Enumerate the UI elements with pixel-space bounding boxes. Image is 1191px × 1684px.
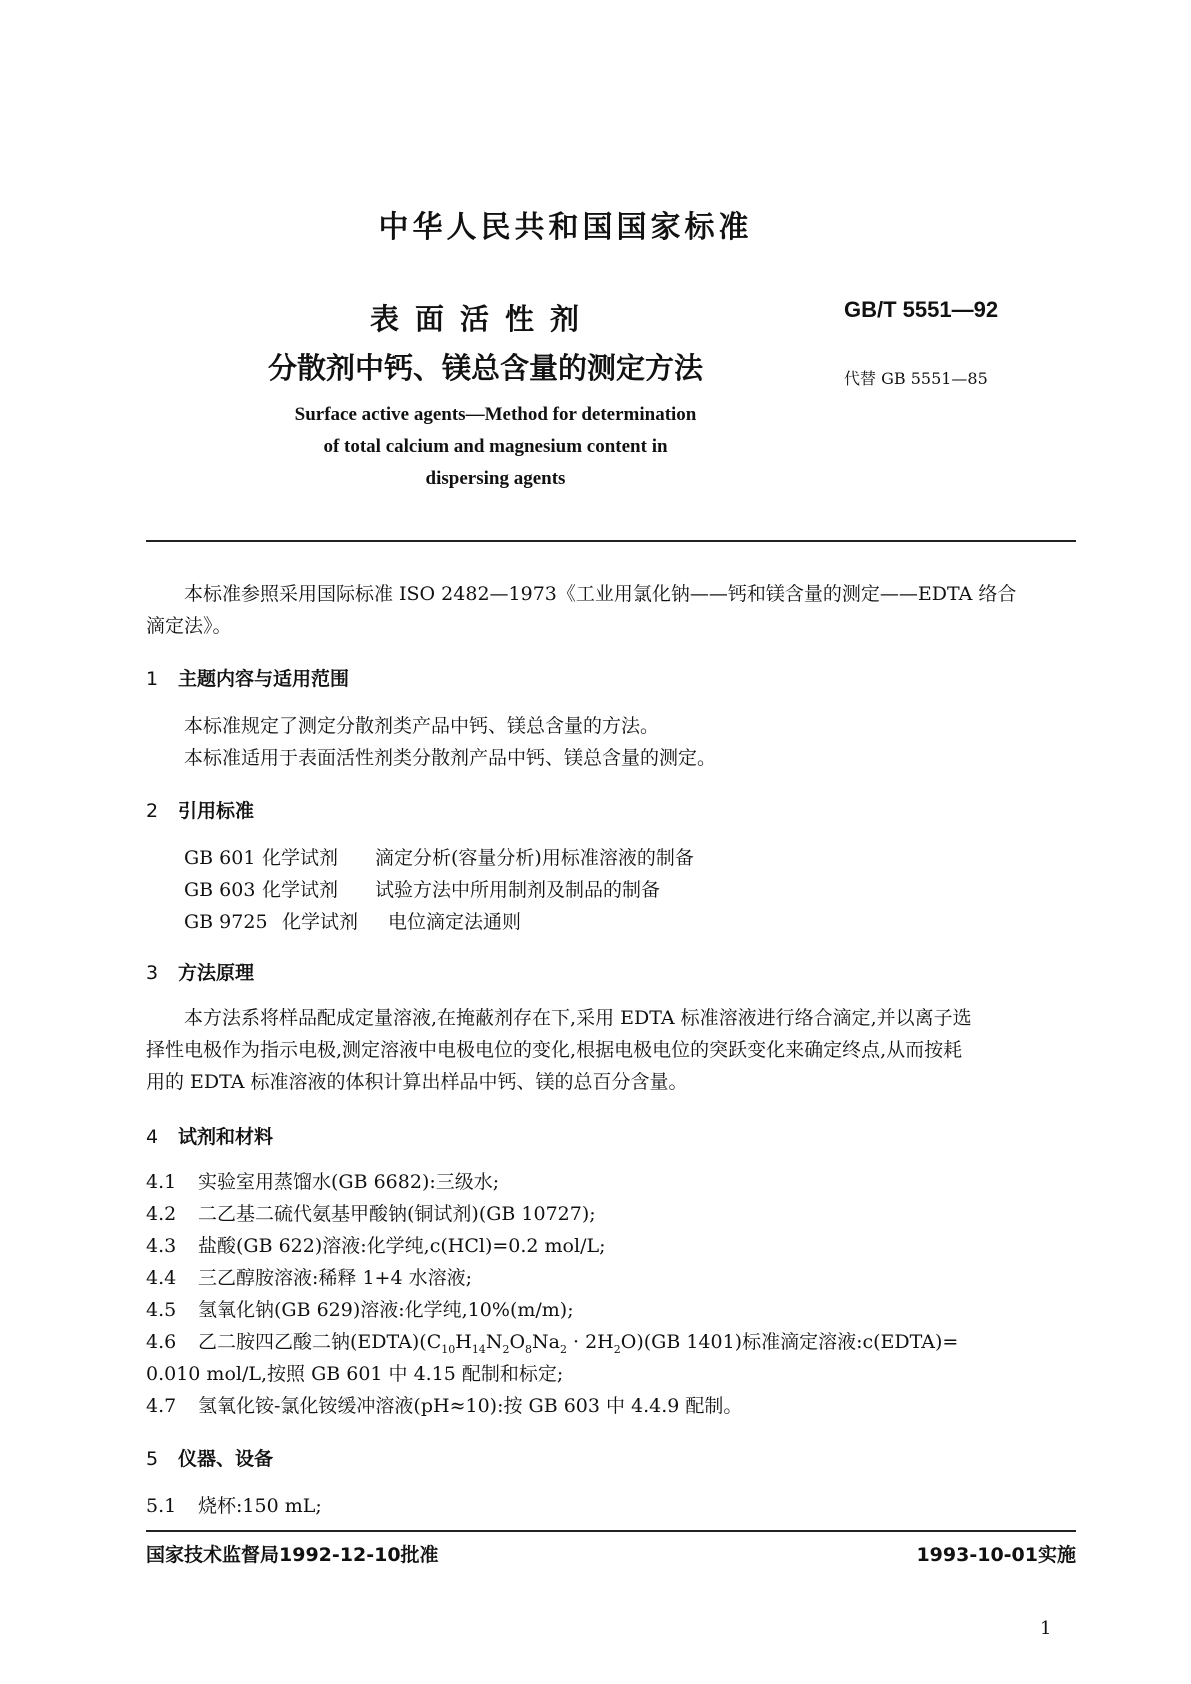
section-3-line-2: 择性电极作为指示电极,测定溶液中电极电位的变化,根据电极电位的突跃变化来确定终点,从而按耗	[146, 1039, 963, 1061]
section-2-heading	[146, 796, 254, 823]
reagent-item	[146, 1262, 472, 1294]
title-line-2: 分散剂中钙、镁总含量的测定方法	[268, 351, 704, 385]
item-text: 烧杯:150 mL;	[198, 1495, 322, 1517]
page-number: 1	[1040, 1618, 1052, 1639]
reference-title: 滴定分析(容量分析)用标准溶液的制备	[375, 847, 694, 869]
intro-line-2: 滴定法》。	[146, 615, 232, 637]
section-4-heading	[146, 1122, 273, 1149]
formula-part: · 2H	[566, 1331, 614, 1353]
item-text: 二乙基二硫代氨基甲酸钠(铜试剂)(GB 10727);	[198, 1203, 596, 1225]
item-number: 4.1	[146, 1171, 177, 1193]
english-title-line-2: of total calcium and magnesium content in	[323, 436, 668, 457]
english-title-line-3: dispersing agents	[425, 468, 566, 489]
reference-code: GB 601	[184, 847, 256, 869]
section-1-heading	[146, 664, 349, 691]
reagent-item	[146, 1230, 606, 1262]
intro-line-1: 本标准参照采用国际标准 ISO 2482—1973《工业用氯化钠——钙和镁含量的测定——EDTA 络合	[184, 583, 1017, 605]
reference-code: GB 9725	[184, 911, 268, 933]
section-3-heading	[146, 958, 254, 985]
approval-date: 国家技术监督局1992-12-10批准	[146, 1544, 439, 1566]
replaces-note: 代替 GB 5551—85	[844, 369, 988, 388]
header-divider	[146, 540, 1076, 542]
item-text: 三乙醇胺溶液:稀释 1+4 水溶液;	[198, 1267, 472, 1289]
footer-divider	[146, 1530, 1076, 1532]
reference-category: 化学试剂	[262, 879, 339, 901]
section-number: 4	[146, 1126, 159, 1148]
formula-part: N	[485, 1331, 503, 1353]
item-number: 4.7	[146, 1395, 177, 1417]
subscript: 2	[559, 1342, 567, 1356]
reagent-item	[146, 1294, 574, 1326]
section-title: 主题内容与适用范围	[178, 668, 350, 690]
item-text: 盐酸(GB 622)溶液:化学纯,c(HCl)=0.2 mol/L;	[198, 1235, 606, 1257]
reference-row	[184, 842, 694, 874]
item-number: 4.3	[146, 1235, 177, 1257]
reagent-item-edta-line-2: 0.010 mol/L,按照 GB 601 中 4.15 配制和标定;	[146, 1363, 564, 1385]
implementation-date: 1993-10-01实施	[916, 1544, 1076, 1566]
item-number: 5.1	[146, 1495, 177, 1517]
section-number: 5	[146, 1448, 159, 1470]
section-1-paragraph-2: 本标准适用于表面活性剂类分散剂产品中钙、镁总含量的测定。	[184, 747, 717, 769]
section-title: 仪器、设备	[178, 1448, 274, 1470]
reagent-item	[146, 1166, 499, 1198]
section-3-line-1: 本方法系将样品配成定量溶液,在掩蔽剂存在下,采用 EDTA 标准溶液进行络合滴定,并以离子选	[184, 1007, 972, 1029]
reference-title: 电位滴定法通则	[388, 911, 522, 933]
item-text-continued: O)(GB 1401)标准滴定溶液:c(EDTA)=	[620, 1331, 959, 1353]
standard-code: GB/T 5551—92	[844, 297, 999, 322]
reference-title: 试验方法中所用制剂及制品的制备	[375, 879, 661, 901]
section-number: 1	[146, 668, 159, 690]
title-line-1: 表面活性剂	[370, 302, 596, 336]
item-text: 氢氧化铵-氯化铵缓冲溶液(pH≈10):按 GB 603 中 4.4.9 配制。	[198, 1395, 743, 1417]
section-number: 3	[146, 962, 159, 984]
formula-part: H	[455, 1331, 472, 1353]
formula-part: O	[509, 1331, 526, 1353]
english-title-line-1: Surface active agents—Method for determination	[294, 404, 697, 425]
item-number: 4.5	[146, 1299, 177, 1321]
reference-row	[184, 874, 660, 906]
item-number: 4.6	[146, 1331, 177, 1353]
section-title: 引用标准	[178, 800, 255, 822]
subscript: 2	[502, 1342, 510, 1356]
section-title: 试剂和材料	[178, 1126, 274, 1148]
reagent-item	[146, 1198, 596, 1230]
section-title: 方法原理	[178, 962, 255, 984]
national-standard-heading: 中华人民共和国国家标准	[378, 210, 753, 245]
subscript: 2	[613, 1342, 621, 1356]
section-5-heading	[146, 1444, 273, 1471]
section-number: 2	[146, 800, 159, 822]
subscript: 14	[471, 1342, 486, 1356]
item-text: 氢氧化钠(GB 629)溶液:化学纯,10%(m/m);	[198, 1299, 574, 1321]
subscript: 10	[441, 1342, 456, 1356]
item-text: 实验室用蒸馏水(GB 6682):三级水;	[198, 1171, 500, 1193]
reference-code: GB 603	[184, 879, 256, 901]
item-text: 乙二胺四乙酸二钠(EDTA)(C	[198, 1331, 442, 1353]
section-1-paragraph-1: 本标准规定了测定分散剂类产品中钙、镁总含量的方法。	[184, 715, 660, 737]
reference-category: 化学试剂	[262, 847, 339, 869]
item-number: 4.2	[146, 1203, 177, 1225]
reference-category: 化学试剂	[282, 911, 359, 933]
reference-row	[184, 906, 521, 938]
equipment-item	[146, 1490, 322, 1522]
formula-part: Na	[532, 1331, 560, 1353]
subscript: 8	[525, 1342, 533, 1356]
reagent-item	[146, 1390, 742, 1422]
item-number: 4.4	[146, 1267, 177, 1289]
section-3-line-3: 用的 EDTA 标准溶液的体积计算出样品中钙、镁的总百分含量。	[146, 1071, 688, 1093]
